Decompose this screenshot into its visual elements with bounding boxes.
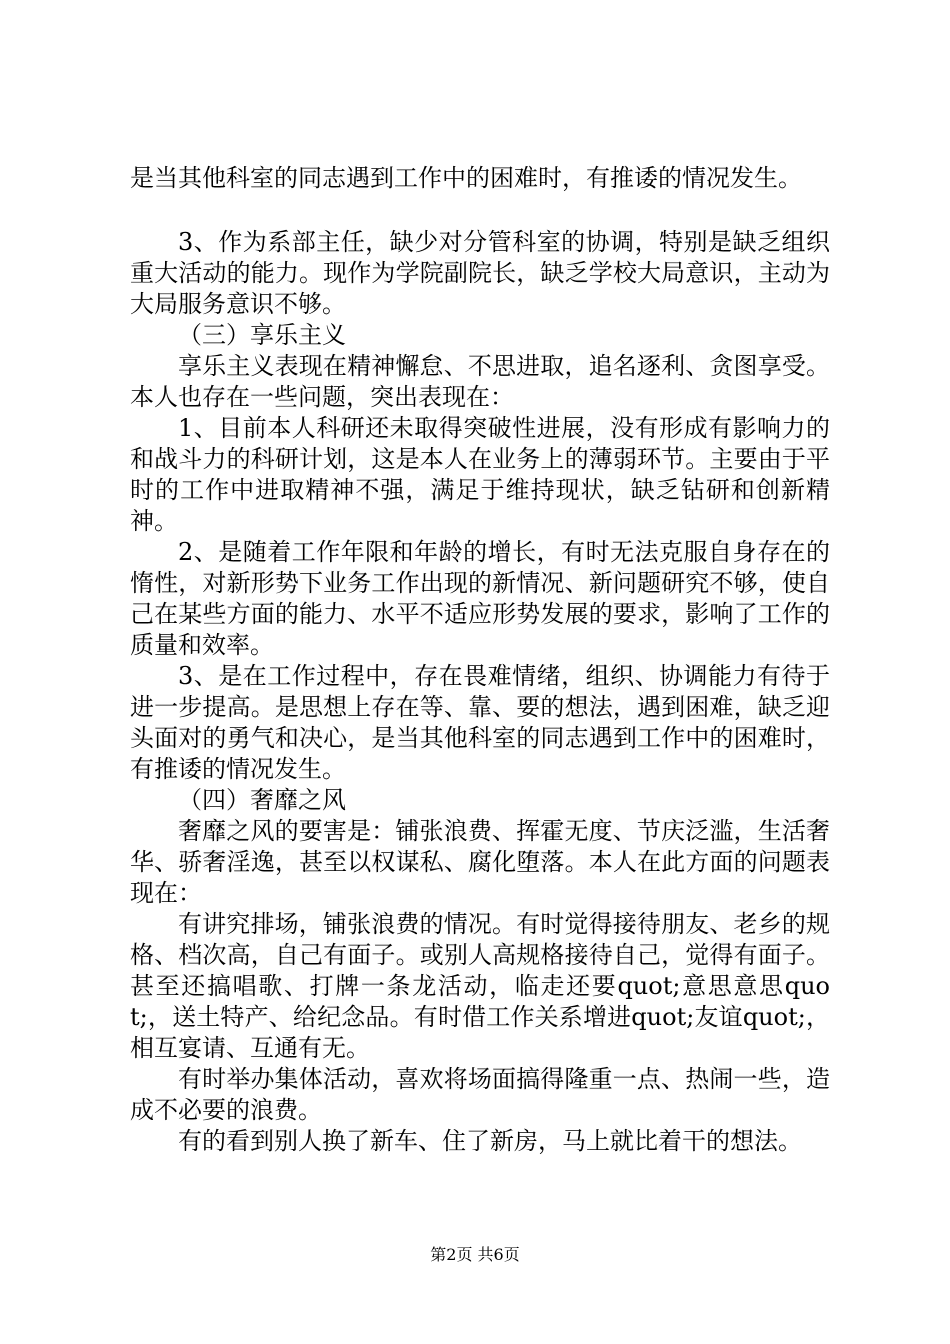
paragraph-item-1-research: 1、目前本人科研还未取得突破性进展，没有形成有影响力的和战斗力的科研计划，这是本人在业务上的薄弱环节。主要由于平时的工作中进取精神不强，满足于维持现状，缺乏钻研和创新精神。	[130, 414, 830, 535]
paragraph-continuation: 是当其他科室的同志遇到工作中的困难时，有推诿的情况发生。	[130, 164, 802, 192]
paragraph-ostentation: 有讲究排场，铺张浪费的情况。有时觉得接待朋友、老乡的规格、档次高，自己有面子。或别人高规格接待自己，觉得有面子。甚至还搞唱歌、打牌一条龙活动，临走还要quot;意思意思quot;，送土特产、给纪念品。有时借工作关系增进quot;友谊quot;，相互宴请、互通有无。	[130, 910, 830, 1062]
paragraph-item-3-coordination: 3、作为系部主任，缺少对分管科室的协调，特别是缺乏组织重大活动的能力。现作为学院副院长，缺乏学校大局意识，主动为大局服务意识不够。	[130, 228, 830, 318]
paragraph-comparison: 有的看到别人换了新车、住了新房，马上就比着干的想法。	[178, 1127, 802, 1155]
paragraph-item-3-fear: 3、是在工作过程中，存在畏难情绪，组织、协调能力有待于进一步提高。是思想上存在等、靠、要的想法，遇到困难，缺乏迎头面对的勇气和决心，是当其他科室的同志遇到工作中的困难时，有推诿的情况发生。	[130, 662, 830, 783]
page-number-footer: 第2页 共6页	[430, 1245, 520, 1264]
section-heading-hedonism: （三）享乐主义	[178, 321, 346, 349]
paragraph-gap	[130, 194, 830, 227]
paragraph-hedonism-intro: 享乐主义表现在精神懈怠、不思进取，追名逐利、贪图享受。本人也存在一些问题，突出表现在：	[130, 352, 830, 411]
paragraph-item-2-inertia: 2、是随着工作年限和年龄的增长，有时无法克服自身存在的惰性，对新形势下业务工作出现的新情况、新问题研究不够，使自己在某些方面的能力、水平不适应形势发展的要求，影响了工作的质量和效率。	[130, 538, 830, 659]
paragraph-extravagance-intro: 奢靡之风的要害是：铺张浪费、挥霍无度、节庆泛滥，生活奢华、骄奢淫逸，甚至以权谋私、腐化堕落。本人在此方面的问题表现在：	[130, 817, 830, 907]
section-heading-extravagance: （四）奢靡之风	[178, 786, 346, 814]
paragraph-group-activities: 有时举办集体活动，喜欢将场面搞得隆重一点、热闹一些，造成不必要的浪费。	[130, 1065, 830, 1124]
document-body	[130, 163, 830, 1157]
